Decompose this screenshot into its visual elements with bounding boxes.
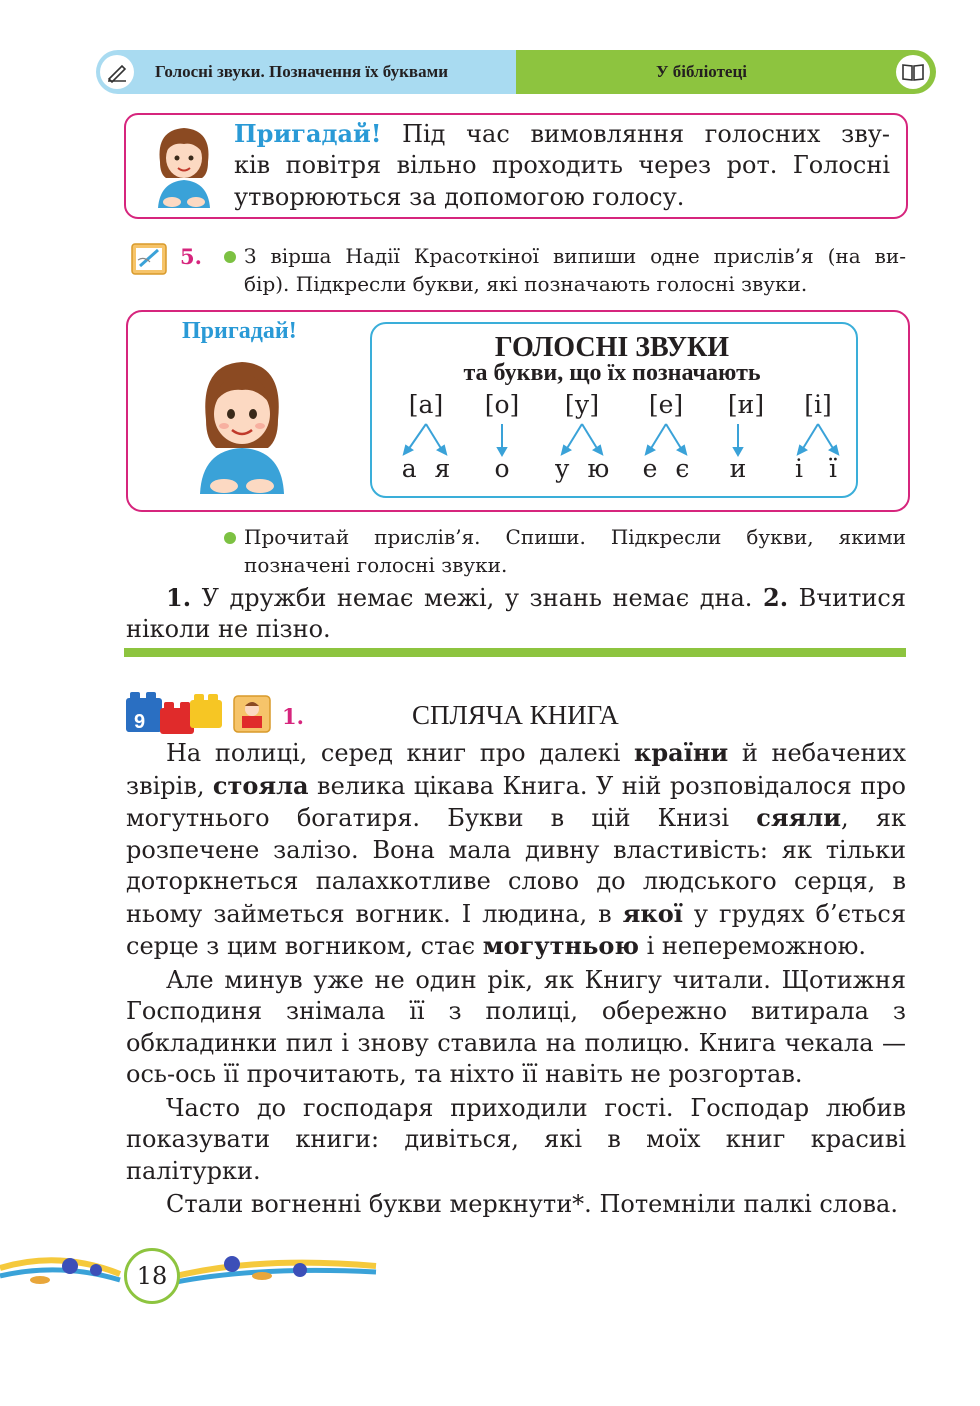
proverbs-line-1 — [166, 582, 906, 615]
task-5-line-1: З вірша Надії Красоткіної випиши одне прислів’я (на ви- — [244, 244, 906, 268]
girl-illustration-small — [150, 122, 218, 212]
header-left-title: Голосні звуки. Позначення їх буквами — [155, 62, 448, 81]
sound-u: [у] — [564, 390, 600, 419]
remember-1-line-2: ків повітря вільно проходить через рот. Голосні — [234, 151, 890, 179]
lego-blocks-icon — [126, 688, 224, 740]
task-number-5: 5. — [180, 244, 202, 269]
page-number: 18 — [124, 1248, 180, 1304]
letters-y: и — [729, 454, 747, 483]
vowels-title: ГОЛОСНІ ЗВУКИ — [494, 332, 730, 363]
story-title: СПЛЯЧА КНИГА — [412, 700, 619, 730]
letters-e-ye: е є — [642, 454, 690, 483]
sound-i: [і] — [804, 390, 832, 419]
section-divider — [124, 648, 906, 657]
bullet-dot-icon — [224, 251, 236, 263]
pen-icon — [100, 55, 134, 89]
proverb-number-1: 1. — [166, 583, 192, 612]
girl-illustration-large — [192, 354, 292, 498]
story-text — [126, 737, 906, 1221]
letters-o: о — [494, 454, 510, 483]
writing-task-icon — [128, 238, 172, 282]
remember-1-line-1: Під час вимовляння голосних зву- — [402, 120, 890, 148]
letters-a-ya: а я — [401, 454, 451, 483]
story-paragraph-1: На полиці, серед книг про далекі країни й небачених звірів, стояла велика цікава Книга. У ній розповідалося про могутнього богатиря. Букви в цій Книзі сяяли, як розпечене залізо. Вона мала дивну властивість: як тільки доторкнеться палахкотливе слово до людського серця, в ньому займеться вогник. І людина, в якої у грудях б’ється серце з цим вогником, стає могутньою і непереможною. — [126, 738, 907, 960]
sound-y: [и] — [727, 390, 765, 419]
sound-o: [о] — [484, 390, 520, 419]
reading-task-icon — [232, 694, 272, 738]
letters-u-yu: у ю — [554, 454, 610, 483]
story-paragraph-3: Часто до господаря приходили гості. Господар любив показувати книги: дивіться, які в моїх книг красиві палітурки. — [126, 1093, 906, 1185]
proverb-number-2: 2. — [763, 583, 789, 612]
task-read-line-1: Прочитай прислів’я. Спиши. Підкресли букви, якими — [244, 525, 906, 549]
task-5-line-2: бір). Підкресли букви, які позначають голосні звуки. — [244, 272, 808, 296]
bullet-dot-icon — [224, 532, 236, 544]
story-paragraph-4: Стали вогненні букви меркнути*. Потемніли палкі слова. — [166, 1190, 898, 1218]
sound-e: [е] — [648, 390, 684, 419]
header-right-title: У бібліотеці — [656, 62, 747, 81]
story-paragraph-2: Але минув уже не один рік, як Книгу читали. Щотижня Господиня знімала її з полиці, обережно витирала з обкладинки пил і знову ставила на полицю. Книга чекала — ось-ось її прочитають, та ніхто її навіть не розгортав. — [126, 965, 906, 1088]
proverb-2-start: Вчитися — [798, 584, 906, 612]
proverb-1: У дружби немає межі, у знань немає дна. — [201, 584, 753, 612]
proverbs-line-2: ніколи не пізно. — [126, 615, 331, 643]
task-read-line-2: позначені голосні звуки. — [244, 553, 508, 577]
remember-1-line-3: утворюються за допомогою голосу. — [234, 183, 685, 211]
book-icon — [896, 55, 930, 89]
story-number: 1. — [282, 704, 304, 729]
letters-i-yi: і ї — [795, 454, 837, 483]
remember-label-1: Пригадай! — [234, 119, 382, 148]
remember-label-2: Пригадай! — [182, 318, 297, 344]
vowels-subtitle: та букви, що їх позначають — [463, 360, 761, 386]
floral-ornament — [0, 1240, 380, 1310]
lego-number: 9 — [134, 711, 146, 733]
sound-a: [а] — [408, 390, 444, 419]
